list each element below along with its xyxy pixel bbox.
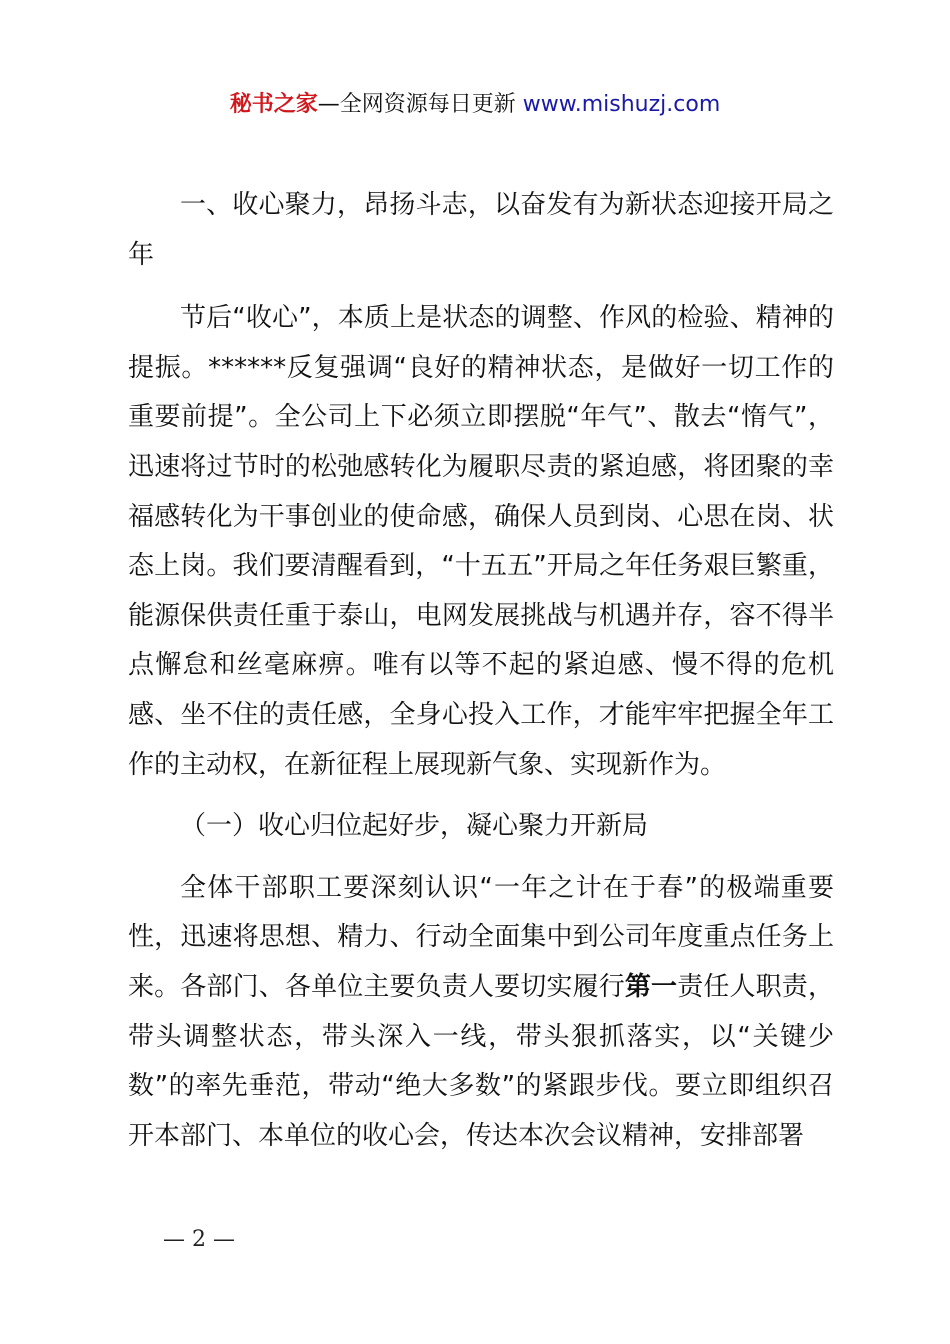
- subsection-heading: （一）收心归位起好步，凝心聚力开新局: [180, 811, 649, 842]
- document-body: [128, 181, 834, 1173]
- site-url-link[interactable]: www.mishuzj.com: [522, 92, 721, 117]
- paragraph-2-text-a: 全体干部职工要深刻认识“一年之计在于春”的极端重要性，迅速将思想、精力、行动全面集中到公司年度重点任务上来。各部门、各单位主要负责人要切实履行: [128, 872, 834, 1002]
- paragraph-2-bold-text: 第一: [624, 971, 678, 1002]
- body-paragraph-1: 节后“收心”，本质上是状态的调整、作风的检验、精神的提振。******反复强调“良好的精神状态，是做好一切工作的重要前提”。全公司上下必须立即摆脱“年气”、散去“惰气”，迅速将过节时的松弛感转化为履职尽责的紧迫感，将团聚的幸福感转化为干事创业的使命感，确保人员到岗、心思在岗、状态上岗。我们要清醒看到，“十五五”开局之年任务艰巨繁重，能源保供责任重于泰山，电网发展挑战与机遇并存，容不得半点懈怠和丝毫麻痹。唯有以等不起的紧迫感、慢不得的危机感、坐不住的责任感，全身心投入工作，才能牢牢把握全年工作的主动权，在新征程上展现新气象、实现新作为。: [128, 303, 834, 780]
- brand-name: 秘书之家: [229, 92, 318, 117]
- section-heading: 一、收心聚力，昂扬斗志，以奋发有为新状态迎接开局之年: [128, 190, 834, 270]
- page-number: — 2 —: [163, 1227, 235, 1252]
- body-paragraph-2: [128, 864, 834, 1162]
- paragraph-2-text-b: 责任人职责，带头调整状态，带头深入一线，带头狠抓落实，以“关键少数”的率先垂范，带动“绝大多数”的紧跟步伐。要立即组织召开本部门、本单位的收心会，传达本次会议精神，安排部署: [128, 971, 834, 1151]
- site-header: [0, 88, 950, 122]
- header-tagline: —全网资源每日更新: [317, 92, 523, 117]
